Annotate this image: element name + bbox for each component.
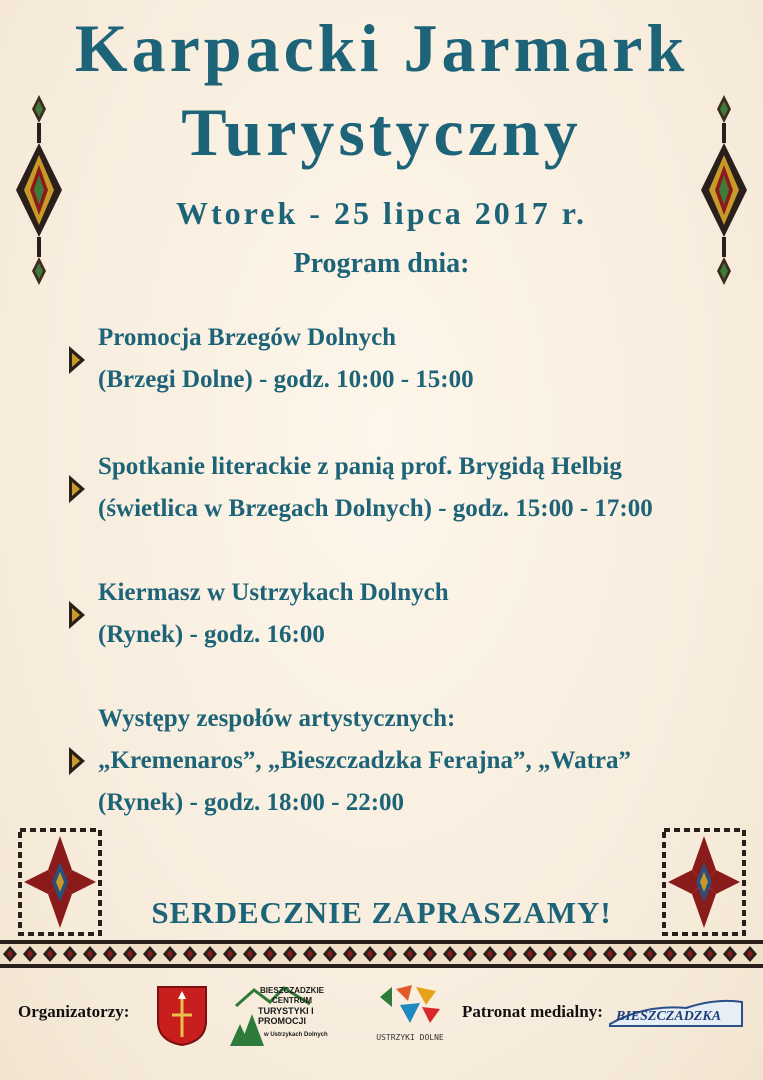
embroidery-border [0, 940, 763, 968]
bctip-text-1: BIESZCZADZKIE [260, 986, 324, 995]
arrow-bullet-icon [67, 745, 87, 777]
event-details: (Rynek) - godz. 18:00 - 22:00 [98, 789, 405, 816]
event-details: (Rynek) - godz. 16:00 [98, 621, 325, 648]
arrow-bullet-icon [67, 473, 87, 505]
event-title: Promocja Brzegów Dolnych [98, 324, 397, 351]
event-item [98, 446, 653, 530]
bctip-text-4: w Ustrzykach Dolnych [264, 1032, 328, 1038]
event-performers: „Kremenaros”, „Bieszczadzka Ferajna”, „Watra” [98, 747, 632, 774]
gazeta-bieszczadzka-logo [606, 994, 746, 1030]
ustrzyki-dolne-logo [372, 985, 448, 1047]
organizers-label: Organizatorzy: [18, 1002, 130, 1021]
event-title: Kiermasz w Ustrzykach Dolnych [98, 579, 449, 606]
bctip-text-3: TURYSTYKI I PROMOCJI [258, 1006, 314, 1026]
event-title: Występy zespołów artystycznych: [98, 705, 456, 732]
coat-of-arms-logo [156, 985, 208, 1047]
media-patron-label: Patronat medialny: [462, 1002, 603, 1021]
event-details: (świetlica w Brzegach Dolnych) - godz. 15:00 - 17:00 [98, 495, 653, 522]
arrow-bullet-icon [67, 599, 87, 631]
event-item [98, 698, 631, 824]
gazeta-text: BIESZCZADZKA [616, 1009, 722, 1024]
arrow-bullet-icon [67, 344, 87, 376]
event-details: (Brzegi Dolne) - godz. 10:00 - 15:00 [98, 366, 474, 393]
event-item [98, 572, 449, 656]
title-line-1: Karpacki Jarmark [74, 10, 689, 86]
bctip-logo [226, 984, 356, 1048]
title-line-2: Turystyczny [181, 94, 582, 170]
program-heading: Program dnia: [293, 248, 470, 279]
event-item [98, 317, 474, 401]
invitation-text: SERDECZNIE ZAPRASZAMY! [151, 895, 612, 930]
bctip-text-2: CENTRUM [272, 996, 312, 1005]
ustrzyki-label: USTRZYKI DOLNE [376, 1033, 444, 1042]
event-title: Spotkanie literackie z panią prof. Brygidą Helbig [98, 453, 622, 480]
ustrzyki-mark-icon [378, 985, 442, 1025]
event-date: Wtorek - 25 lipca 2017 r. [176, 195, 587, 231]
